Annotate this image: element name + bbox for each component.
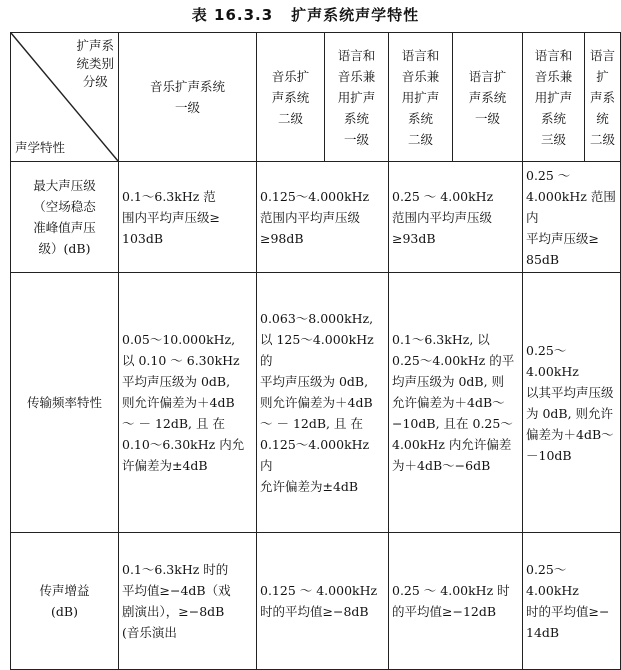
table-row-max-spl — [11, 162, 621, 273]
table-cell: 0.25 ～ 4.000kHz 范围内 平均声压级≥ 85dB — [523, 162, 621, 273]
table-row-frequency-response — [11, 273, 621, 533]
col-header-music-2: 音乐扩 声系统 二级 — [257, 33, 325, 162]
col-header-mixed-2: 语言和 音乐兼 用扩声 系统 二级 — [389, 33, 453, 162]
table-cell: 0.1～6.3kHz 范 围内平均声压级≥ 103dB — [119, 162, 257, 273]
col-header-mixed-1: 语言和 音乐兼 用扩声 系统 一级 — [325, 33, 389, 162]
corner-cell — [11, 33, 119, 162]
table-cell: 0.05～10.000kHz, 以 0.10 ～ 6.30kHz 平均声压级为 0dB, 则允许偏差为＋4dB ～ － 12dB, 且 在 0.10～6.30kHz 内允 许偏差为±4dB — [119, 273, 257, 533]
row-label-acoustic-gain: 传声增益 (dB) — [11, 533, 119, 670]
corner-category-label: 扩声系 统类别 分级 — [76, 38, 114, 89]
table-number: 表 16.3.3 — [191, 6, 274, 24]
corner-property-label: 声学特性 — [15, 140, 66, 155]
header-row — [11, 33, 621, 162]
table-row-acoustic-gain — [11, 533, 621, 670]
col-header-mixed-3: 语言和 音乐兼 用扩声 系统 三级 — [523, 33, 585, 162]
table-cell: 0.063～8.000kHz, 以 125～4.000kHz 的 平均声压级为 0dB, 则允许偏差为＋4dB ～ － 12dB, 且 在 0.125～4.000kHz 内 允许偏差为±4dB — [257, 273, 389, 533]
table-title — [0, 4, 611, 25]
col-header-speech-2: 语言扩 声系统 二级 — [585, 33, 621, 162]
table-cell: 0.25 ～ 4.00kHz 范围内平均声压级 ≥93dB — [389, 162, 523, 273]
table-cell: 0.1～6.3kHz 时的 平均值≥−4dB（戏 剧演出），≥−8dB (音乐演出 — [119, 533, 257, 670]
table-cell: 0.25 ～ 4.00kHz 时 的平均值≥−12dB — [389, 533, 523, 670]
col-header-music-1: 音乐扩声系统 一级 — [119, 33, 257, 162]
table-cell: 0.25～4.00kHz 以其平均声压级 为 0dB, 则允许 偏差为＋4dB～ －10dB — [523, 273, 621, 533]
col-header-speech-1: 语言扩 声系统 一级 — [453, 33, 523, 162]
table-caption: 扩声系统声学特性 — [291, 6, 420, 24]
table-cell: 0.125 ～ 4.000kHz 时的平均值≥−8dB — [257, 533, 389, 670]
table-cell: 0.125～4.000kHz 范围内平均声压级 ≥98dB — [257, 162, 389, 273]
table-cell: 0.25～4.00kHz 时的平均值≥− 14dB — [523, 533, 621, 670]
table-cell: 0.1～6.3kHz, 以 0.25～4.00kHz 的平 均声压级为 0dB, 则 允许偏差为＋4dB～ −10dB, 且在 0.25～ 4.00kHz 内允许偏差 为＋4dB～−6dB — [389, 273, 523, 533]
row-label-max-spl: 最大声压级 （空场稳态 准峰值声压 级）(dB) — [11, 162, 119, 273]
row-label-frequency-response: 传输频率特性 — [11, 273, 119, 533]
acoustic-characteristics-table — [10, 32, 621, 670]
